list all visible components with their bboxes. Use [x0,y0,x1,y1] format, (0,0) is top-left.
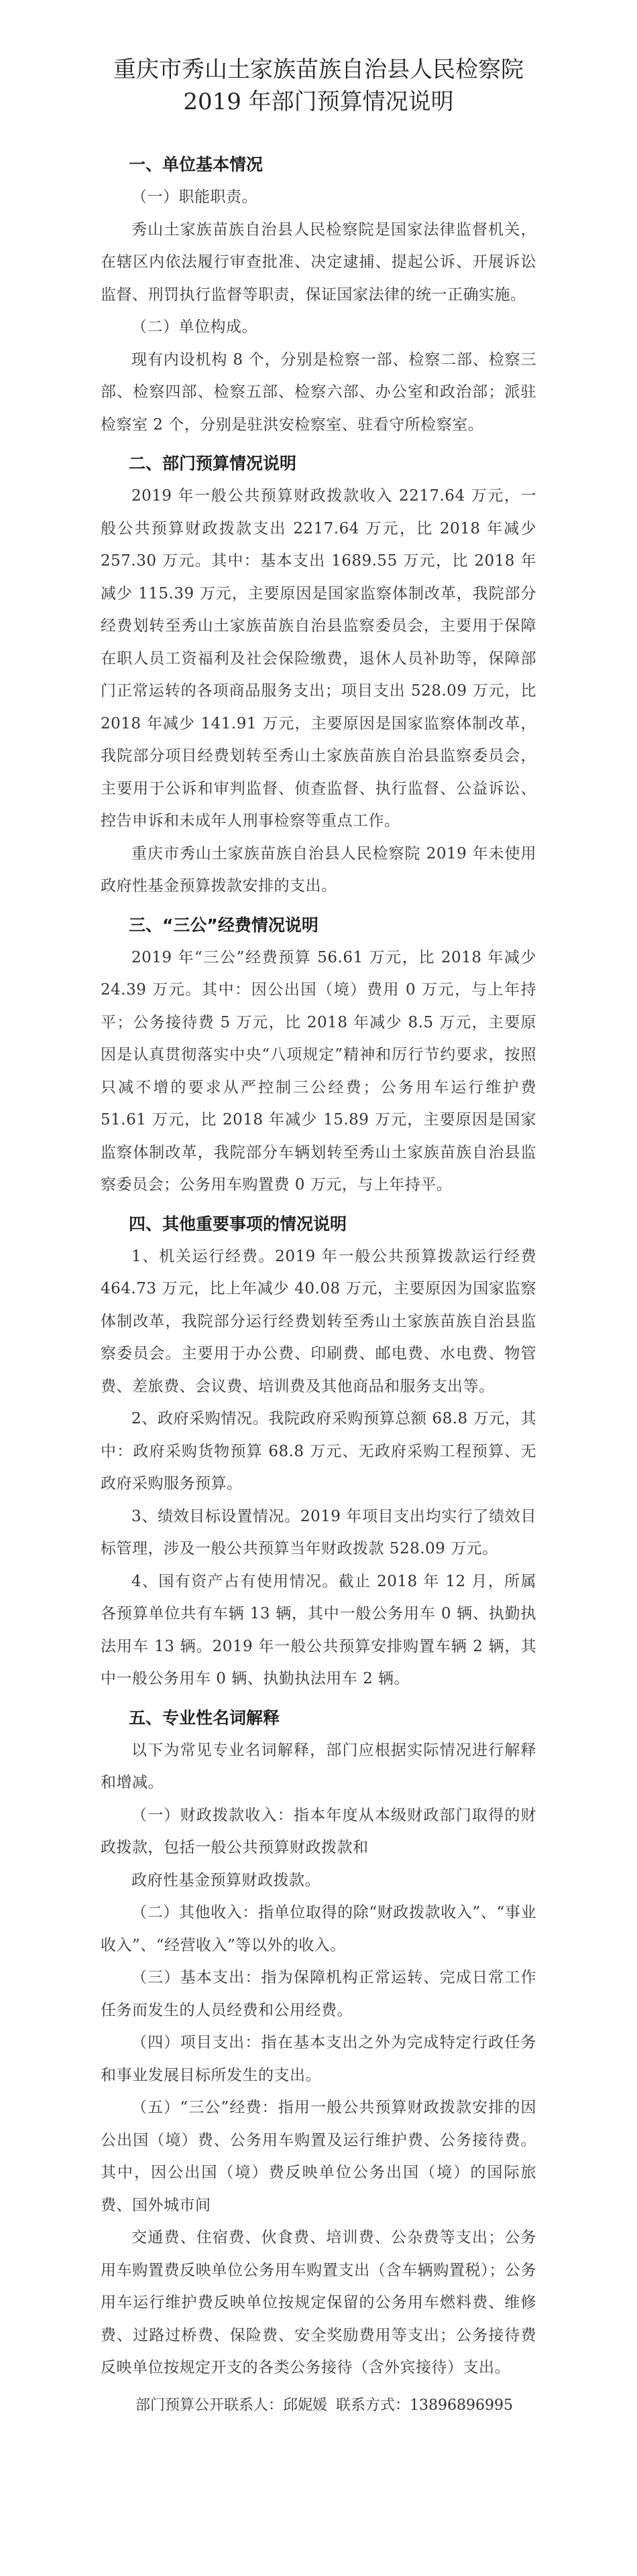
section-heading: 四、其他重要事项的情况说明 [129,1214,347,1234]
paragraph: 2019 年一般公共预算财政拨款收入 2217.64 万元，一般公共预算财政拨款支出 2217.64 万元，比 2018 年减少 257.30 万元。其中：基本支出 1689.55 万元，比 2018 年减少 115.39 万元，主要原因是国家监察体制改革，我院部分经费划转至秀山土家族苗族自治县监察委员会，主要用于保障在职人员工资福利及社会保险缴费，退休人员补助等，保障部门正常运转的各项商品服务支出；项目支出 528.09 万元，比 2018 年减少 141.91 万元，主要原因是国家监察体制改革，我院部分项目经费划转至秀山土家族苗族自治县监察委员会，主要用于公诉和审判监督、侦查监督、执行监督、公益诉讼、控告申诉和未成年人刑事检察等重点工作。 [101,487,536,830]
title-line-2: 2019 年部门预算情况说明 [183,88,454,115]
paragraph: 2019 年“三公”经费预算 56.61 万元，比 2018 年减少 24.39 万元。其中：因公出国（境）费用 0 万元，与上年持平；公务接待费 5 万元，比 2018 年减少 8.5 万元，主要原因是认真贯彻落实中央“八项规定”精神和厉行节约要求，按照只减不增的要求从严控制三公经费；公务用车运行维护费 51.61 万元，比 2018 年减少 15.89 万元，主要原因是国家监察体制改革，我院部分车辆划转至秀山土家族苗族自治县监察委员会；公务用车购置费 0 万元，与上年持平。 [101,948,536,1194]
contact-phone: 联系方式：13896896995 [336,2396,513,2414]
paragraph: 4、国有资产占有使用情况。截止 2018 年 12 月，所属各预算单位共有车辆 13 辆，其中一般公务用车 0 辆、执勤执法用车 13 辆。2019 年一般公共预算安排购置车辆 2 辆，其中一般公务用车 0 辆、执勤执法用车 2 辆。 [101,1572,536,1687]
paragraph: 1、机关运行经费。2019 年一般公共预算拨款运行经费 464.73 万元，比上年减少 40.08 万元，主要原因为国家监察体制改革，我院部分运行经费划转至秀山土家族苗族自治县监察委员会。主要用于办公费、印刷费、邮电费、水电费、物管费、差旅费、会议费、培训费及其他商品和服务支出等。 [101,1247,536,1395]
paragraph: （一）财政拨款收入：指本年度从本级财政部门取得的财政拨款，包括一般公共预算财政拨款和 [101,1806,536,1856]
paragraph: 秀山土家族苗族自治县人民检察院是国家法律监督机关，在辖区内依法履行审查批准、决定逮捕、提起公诉、开展诉讼监督、刑罚执行监督等职责，保证国家法律的统一正确实施。 [101,220,536,304]
paragraph: 2、政府采购情况。我院政府采购预算总额 68.8 万元，其中：政府采购货物预算 68.8 万元、无政府采购工程预算、无政府采购服务预算。 [101,1410,536,1492]
paragraph: 现有内设机构 8 个，分别是检察一部、检察二部、检察三部、检察四部、检察五部、检察六部、办公室和政治部；派驻检察室 2 个，分别是驻洪安检察室、驻看守所检察室。 [101,350,536,434]
section-heading: 五、专业性名词解释 [129,1708,280,1728]
paragraph: 重庆市秀山土家族苗族自治县人民检察院 2019 年未使用政府性基金预算拨款安排的支出。 [101,844,536,895]
paragraph: （二）其他收入：指单位取得的除“财政拨款收入”、“事业收入”、“经营收入”等以外的收入。 [101,1904,536,1954]
paragraph: 以下为常见专业名词解释，部门应根据实际情况进行解释和增减。 [101,1741,536,1791]
section-heading: 二、部门预算情况说明 [129,454,297,473]
section-heading: 一、单位基本情况 [129,155,264,174]
contact-person: 部门预算公开联系人：邱妮媛 [135,2396,328,2414]
document-title [101,54,536,118]
paragraph: （四）项目支出：指在基本支出之外为完成特定行政任务和事业发展目标所发生的支出。 [101,2034,536,2084]
section-heading: 三、“三公”经费情况说明 [129,915,318,935]
paragraph: 3、绩效目标设置情况。2019 年项目支出均实行了绩效目标管理，涉及一般公共预算当年财政拨款 528.09 万元。 [101,1507,536,1557]
contact-footer [101,2390,536,2422]
paragraph: 政府性基金预算财政拨款。 [131,1871,321,1889]
title-line-1: 重庆市秀山土家族苗族自治县人民检察院 [113,56,524,83]
paragraph: 交通费、住宿费、伙食费、培训费、公杂费等支出；公务用车购置费反映单位公务用车购置支出（含车辆购置税）；公务用车运行维护费反映单位按规定保留的公务用车燃料费、维修费、过路过桥费、保险费、安全奖励费用等支出；公务接待费反映单位按规定开支的各类公务接待（含外宾接待）支出。 [101,2229,536,2376]
paragraph: （二）单位构成。 [131,318,257,336]
paragraph: （五）“三公”经费：指用一般公共预算财政拨款安排的因公出国（境）费、公务用车购置及运行维护费、公务接待费。其中，因公出国（境）费反映单位公务出国（境）的国际旅费、国外城市间 [101,2099,536,2214]
paragraph: （三）基本支出：指为保障机构正常运转、完成日常工作任务而发生的人员经费和公用经费。 [101,1969,536,2019]
paragraph: （一）职能职责。 [131,188,257,206]
